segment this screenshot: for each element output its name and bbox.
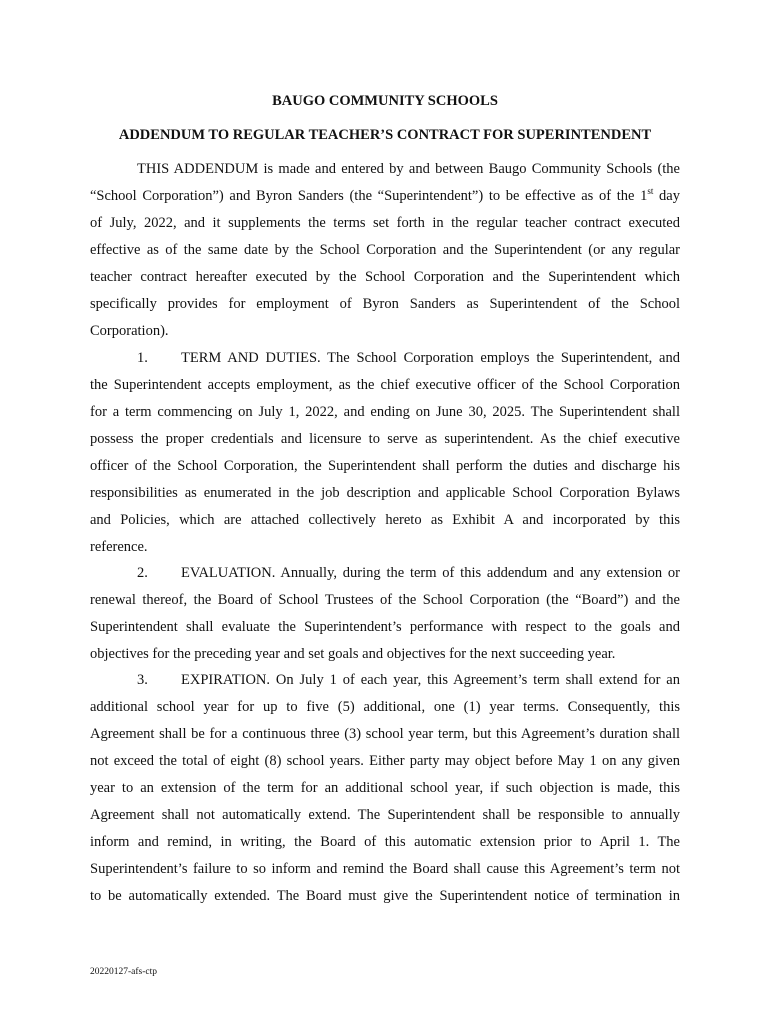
section-1-line: officer of the School Corporation, the Superintendent shall perform the duties and discharge his (90, 458, 680, 474)
section-3-line: to be automatically extended. The Board must give the Superintendent notice of termination in (90, 888, 680, 904)
section-1-line: and Policies, which are attached collectively hereto as Exhibit A and incorporated by this (90, 512, 680, 528)
section-1-line: for a term commencing on July 1, 2022, and ending on June 30, 2025. The Superintendent shall (90, 404, 680, 420)
section-2-line: objectives for the preceding year and set goals and objectives for the next succeeding year. (90, 646, 616, 662)
section-2-line: renewal thereof, the Board of School Trustees of the School Corporation (the “Board”) and the (90, 592, 680, 608)
section-1-line: responsibilities as enumerated in the job description and applicable School Corporation Bylaws (90, 485, 680, 501)
section-3-line: not exceed the total of eight (8) school years. Either party may object before May 1 on any given (90, 753, 680, 769)
section-3-line: inform and remind, in writing, the Board of this automatic extension prior to April 1. The (90, 834, 680, 850)
intro-line: THIS ADDENDUM is made and entered by and between Baugo Community Schools (the (137, 161, 680, 177)
section-2-line: EVALUATION. Annually, during the term of this addendum and any extension or (181, 565, 680, 581)
intro-line: specifically provides for employment of Byron Sanders as Superintendent of the School (90, 296, 680, 312)
section-3-line: Agreement shall not automatically extend. The Superintendent shall be responsible to annually (90, 807, 680, 823)
intro-line: effective as of the same date by the School Corporation and the Superintendent (or any regular (90, 242, 680, 258)
section-1-line: TERM AND DUTIES. The School Corporation employs the Superintendent, and (181, 350, 680, 366)
section-number: 2. (137, 565, 148, 581)
section-1-line: possess the proper credentials and licensure to serve as superintendent. As the chief executive (90, 431, 680, 447)
section-3-line: Superintendent’s failure to so inform and remind the Board shall cause this Agreement’s term not (90, 861, 680, 877)
section-number: 3. (137, 672, 148, 688)
section-1-line: the Superintendent accepts employment, as the chief executive officer of the School Corporation (90, 377, 680, 393)
section-3-line: Agreement shall be for a continuous three (3) school year term, but this Agreement’s duration shall (90, 726, 680, 742)
section-3-line: EXPIRATION. On July 1 of each year, this Agreement’s term shall extend for an (181, 672, 680, 688)
intro-line: “School Corporation”) and Byron Sanders (the “Superintendent”) to be effective as of the 1st day (90, 186, 680, 204)
document-title: ADDENDUM TO REGULAR TEACHER’S CONTRACT FOR SUPERINTENDENT (118, 127, 652, 143)
intro-line: teacher contract hereafter executed by the School Corporation and the Superintendent which (90, 269, 680, 285)
intro-line: Corporation). (90, 323, 169, 339)
section-1-line: reference. (90, 539, 148, 555)
intro-line: of July, 2022, and it supplements the terms set forth in the regular teacher contract executed (90, 215, 680, 231)
section-3-line: year to an extension of the term for an additional school year, if such objection is made, this (90, 780, 680, 796)
document-org-heading: BAUGO COMMUNITY SCHOOLS (272, 93, 498, 109)
section-3-line: additional school year for up to five (5) additional, one (1) year terms. Consequently, this (90, 699, 680, 715)
section-number: 1. (137, 350, 148, 366)
section-2-line: Superintendent shall evaluate the Superintendent’s performance with respect to the goals and (90, 619, 680, 635)
document-footer-id: 20220127-afs-ctp (90, 967, 158, 977)
ordinal-suffix: st (647, 186, 654, 197)
